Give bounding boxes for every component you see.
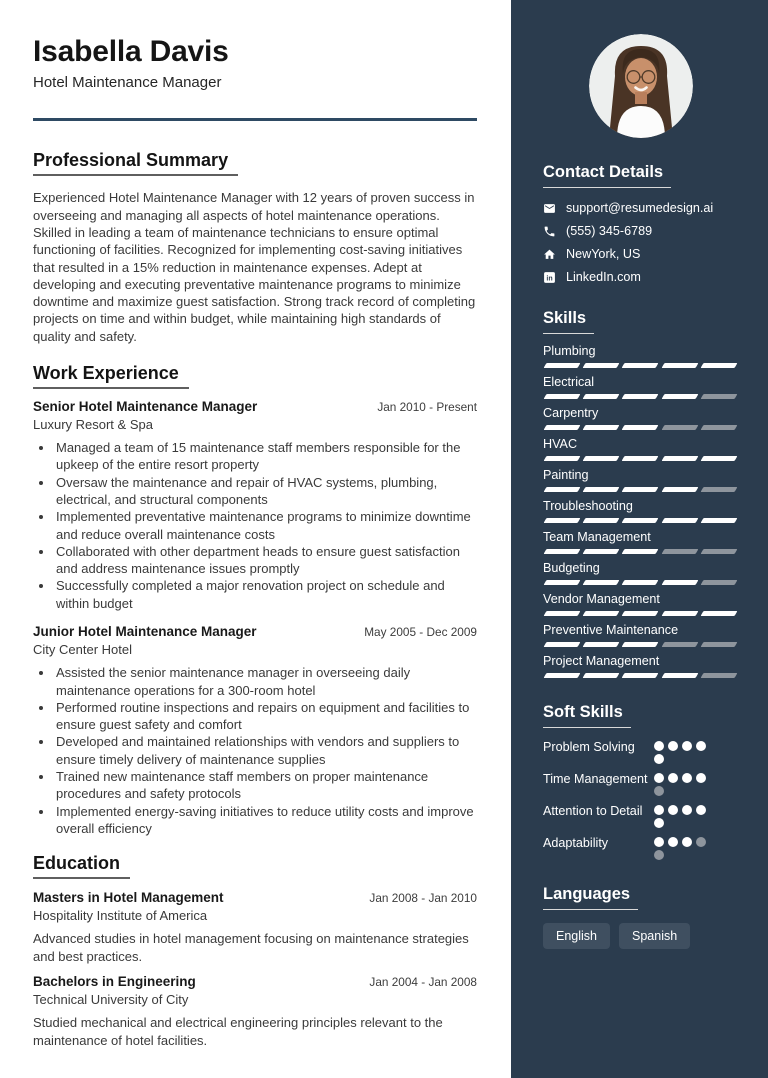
job-bullet: • Implemented energy-saving initiatives to reduce utility costs and improve overall efficiency (54, 803, 477, 838)
soft-skill-label: Adaptability (543, 836, 609, 850)
job-entry (33, 624, 477, 837)
person-name: Isabella Davis (33, 35, 229, 68)
job-title: Junior Hotel Maintenance Manager (33, 624, 257, 640)
job-bullet: • Trained new maintenance staff members on proper maintenance procedures and safety protocols (54, 768, 477, 803)
job-entry (33, 399, 477, 612)
skill-bar-segment (583, 425, 620, 430)
skill-bar-segment (544, 518, 581, 523)
contact-item (543, 224, 738, 238)
skill-bar-segment (700, 487, 737, 492)
rating-dot (654, 786, 664, 796)
contact-value[interactable]: (555) 345-6789 (566, 224, 653, 238)
summary-section (33, 150, 477, 345)
job-title: Senior Hotel Maintenance Manager (33, 398, 258, 414)
education-description: Advanced studies in hotel management focusing on maintenance strategies and best practices. (33, 931, 469, 964)
soft-skill-label: Time Management (543, 772, 648, 786)
soft-skill-label: Problem Solving (543, 740, 635, 754)
soft-skill-row (543, 770, 738, 796)
skill-bar (543, 425, 738, 430)
education-description: Studied mechanical and electrical engineering principles relevant to the maintenance of hotel facilities. (33, 1015, 443, 1048)
skill-bar-segment (700, 673, 737, 678)
skill-item (543, 468, 738, 492)
skill-bar-segment (622, 642, 659, 647)
soft-skill-row (543, 738, 738, 764)
skill-bar-segment (661, 394, 698, 399)
skill-bar-segment (661, 456, 698, 461)
rating-dot (682, 805, 692, 815)
skill-bar-segment (622, 425, 659, 430)
resume-header (33, 36, 477, 121)
rating-dot (654, 741, 664, 751)
skill-bar-segment (700, 611, 737, 616)
rating-dot (668, 741, 678, 751)
rating-dot (682, 837, 692, 847)
skill-item (543, 406, 738, 430)
job-bullet: • Implemented preventative maintenance programs to minimize downtime and reduce overall maintenance costs (54, 508, 477, 543)
skill-label: Project Management (543, 654, 660, 668)
skill-bar-segment (622, 363, 659, 368)
skill-bar-segment (661, 673, 698, 678)
skill-bar-segment (544, 456, 581, 461)
skills-heading: Skills (543, 309, 594, 334)
languages-heading: Languages (543, 885, 638, 910)
skill-bar (543, 549, 738, 554)
soft-skill-row (543, 802, 738, 828)
skill-bar (543, 673, 738, 678)
contact-value: NewYork, US (566, 247, 641, 261)
person-title: Hotel Maintenance Manager (33, 74, 222, 92)
skill-bar-segment (661, 580, 698, 585)
rating-dot (696, 837, 706, 847)
job-bullet: • Performed routine inspections and repairs on equipment and facilities to ensure guest safety and comfort (54, 699, 477, 734)
skill-bar-segment (622, 673, 659, 678)
skill-bar-segment (622, 580, 659, 585)
skill-bar (543, 642, 738, 647)
skill-label: Preventive Maintenance (543, 623, 679, 637)
rating-dot (668, 805, 678, 815)
skill-bar (543, 518, 738, 523)
skill-label: Plumbing (543, 344, 596, 358)
skill-bar-segment (544, 642, 581, 647)
rating-dot (668, 837, 678, 847)
skill-bar-segment (544, 611, 581, 616)
contact-item (543, 201, 738, 215)
education-dates: Jan 2008 - Jan 2010 (369, 891, 477, 906)
rating-dot (682, 773, 692, 783)
languages-section (543, 885, 738, 949)
job-bullet: • Oversaw the maintenance and repair of HVAC systems, plumbing, electrical, and structural components (54, 474, 477, 509)
skill-bar-segment (544, 549, 581, 554)
skill-bar-segment (700, 549, 737, 554)
header-divider (33, 118, 477, 121)
skill-bar-segment (661, 642, 698, 647)
rating-dot (682, 741, 692, 751)
skill-bar-segment (544, 580, 581, 585)
summary-heading: Professional Summary (33, 150, 238, 176)
rating-dot (654, 754, 664, 764)
skill-bar-segment (583, 642, 620, 647)
soft-skill-rating (654, 834, 708, 860)
experience-section (33, 363, 477, 837)
job-bullets (33, 439, 477, 612)
job-company: City Center Hotel (33, 642, 132, 658)
contact-item (543, 270, 738, 284)
languages-list (543, 923, 738, 949)
skill-bar-segment (583, 611, 620, 616)
skill-label: Troubleshooting (543, 499, 633, 513)
job-dates: Jan 2010 - Present (377, 399, 477, 414)
summary-text: Experienced Hotel Maintenance Manager with 12 years of proven success in overseeing and managing all aspects of hotel maintenance operations. Skilled in leading a team of maintenance technicians to ensure optimal functioning of facilities. Recognized for implementing cost-saving initiatives that resulted in a 15% reduction in maintenance expenses. Adept at developing and executing preventative maintenance programs to minimize downtime and maximize guest satisfaction. Strong track record of completing projects on time and within budget, while maintaining high standards of quality and safety. (33, 190, 476, 344)
degree-title: Bachelors in Engineering (33, 973, 196, 989)
skill-bar-segment (583, 549, 620, 554)
skill-bar-segment (622, 394, 659, 399)
rating-dot (654, 773, 664, 783)
skill-bar-segment (583, 456, 620, 461)
skill-item (543, 499, 738, 523)
job-bullet: • Collaborated with other department heads to ensure guest satisfaction and address maintenance issues promptly (54, 543, 477, 578)
skill-bar (543, 580, 738, 585)
skill-bar-segment (700, 642, 737, 647)
skill-label: Team Management (543, 530, 651, 544)
education-section (33, 853, 477, 1049)
soft-skill-rating (654, 770, 708, 796)
skills-list (543, 344, 738, 678)
contact-section (543, 163, 738, 284)
skill-item (543, 654, 738, 678)
skill-bar-segment (700, 425, 737, 430)
education-entry (33, 974, 477, 1049)
skill-bar (543, 611, 738, 616)
skill-bar-segment (661, 518, 698, 523)
skill-bar-segment (622, 456, 659, 461)
job-bullet: • Successfully completed a major renovation project on schedule and within budget (54, 577, 477, 612)
rating-dot (654, 850, 664, 860)
job-bullet: • Developed and maintained relationships with vendors and suppliers to ensure timely delivery of maintenance supplies (54, 733, 477, 768)
skill-bar-segment (544, 363, 581, 368)
contact-value[interactable]: LinkedIn.com (566, 270, 641, 284)
profile-photo-illustration (589, 34, 693, 138)
skill-label: Vendor Management (543, 592, 660, 606)
contact-heading: Contact Details (543, 163, 671, 188)
soft-skill-rating (654, 802, 708, 828)
job-bullet: • Assisted the senior maintenance manager in overseeing daily maintenance operations for a 300-room hotel (54, 664, 477, 699)
rating-dot (696, 773, 706, 783)
skill-bar-segment (700, 363, 737, 368)
skill-bar-segment (700, 580, 737, 585)
degree-title: Masters in Hotel Management (33, 890, 224, 906)
skill-item (543, 623, 738, 647)
jobs-list (33, 399, 477, 837)
home-icon (543, 248, 556, 261)
profile-photo (589, 34, 693, 138)
skill-bar-segment (661, 611, 698, 616)
skill-bar-segment (661, 487, 698, 492)
experience-heading: Work Experience (33, 363, 189, 389)
job-bullets (33, 664, 477, 837)
skill-bar-segment (544, 487, 581, 492)
skill-label: Budgeting (543, 561, 600, 575)
skill-bar-segment (622, 487, 659, 492)
skill-bar (543, 394, 738, 399)
school-name: Technical University of City (33, 991, 189, 1007)
rating-dot (696, 805, 706, 815)
skill-bar-segment (583, 487, 620, 492)
soft-skills-heading: Soft Skills (543, 703, 631, 728)
skills-section (543, 309, 738, 678)
job-header (33, 399, 477, 414)
education-dates: Jan 2004 - Jan 2008 (369, 974, 477, 989)
skill-bar-segment (622, 611, 659, 616)
skill-item (543, 530, 738, 554)
language-chip: Spanish (619, 923, 690, 949)
contact-item (543, 247, 738, 261)
skill-item (543, 344, 738, 368)
skill-bar-segment (583, 363, 620, 368)
language-chip: English (543, 923, 610, 949)
soft-skills-list (543, 738, 738, 860)
svg-text:in: in (546, 274, 553, 282)
skill-bar-segment (622, 518, 659, 523)
sidebar (511, 0, 768, 1078)
skill-label: Carpentry (543, 406, 599, 420)
skill-bar-segment (583, 673, 620, 678)
skill-bar-segment (700, 394, 737, 399)
skill-item (543, 437, 738, 461)
job-dates: May 2005 - Dec 2009 (364, 625, 477, 640)
skill-bar-segment (583, 580, 620, 585)
skill-item (543, 592, 738, 616)
contact-value[interactable]: support@resumedesign.ai (566, 201, 714, 215)
skill-bar-segment (544, 425, 581, 430)
contact-list (543, 201, 738, 284)
education-header (33, 890, 477, 905)
skill-bar-segment (583, 394, 620, 399)
education-list (33, 890, 477, 1049)
rating-dot (654, 837, 664, 847)
skill-item (543, 561, 738, 585)
skill-label: Painting (543, 468, 589, 482)
soft-skill-row (543, 834, 738, 860)
skill-bar-segment (661, 425, 698, 430)
skill-bar-segment (700, 518, 737, 523)
email-icon (543, 202, 556, 215)
skill-bar-segment (661, 363, 698, 368)
rating-dot (696, 741, 706, 751)
soft-skills-section (543, 703, 738, 860)
skill-label: Electrical (543, 375, 595, 389)
job-company: Luxury Resort & Spa (33, 416, 153, 432)
skill-bar (543, 487, 738, 492)
skill-label: HVAC (543, 437, 578, 451)
rating-dot (668, 773, 678, 783)
soft-skill-rating (654, 738, 708, 764)
education-header (33, 974, 477, 989)
skill-bar-segment (544, 394, 581, 399)
skill-bar-segment (700, 456, 737, 461)
rating-dot (654, 818, 664, 828)
job-header (33, 624, 477, 639)
skill-bar (543, 456, 738, 461)
rating-dot (654, 805, 664, 815)
phone-icon (543, 225, 556, 238)
education-entry (33, 890, 477, 965)
linkedin-icon (543, 271, 556, 284)
skill-bar-segment (661, 549, 698, 554)
job-bullet: • Managed a team of 15 maintenance staff members responsible for the upkeep of the entire resort property (54, 439, 477, 474)
education-heading: Education (33, 853, 130, 879)
school-name: Hospitality Institute of America (33, 908, 208, 924)
skill-bar-segment (583, 518, 620, 523)
skill-item (543, 375, 738, 399)
skill-bar-segment (544, 673, 581, 678)
skill-bar (543, 363, 738, 368)
soft-skill-label: Attention to Detail (543, 804, 643, 818)
skill-bar-segment (622, 549, 659, 554)
